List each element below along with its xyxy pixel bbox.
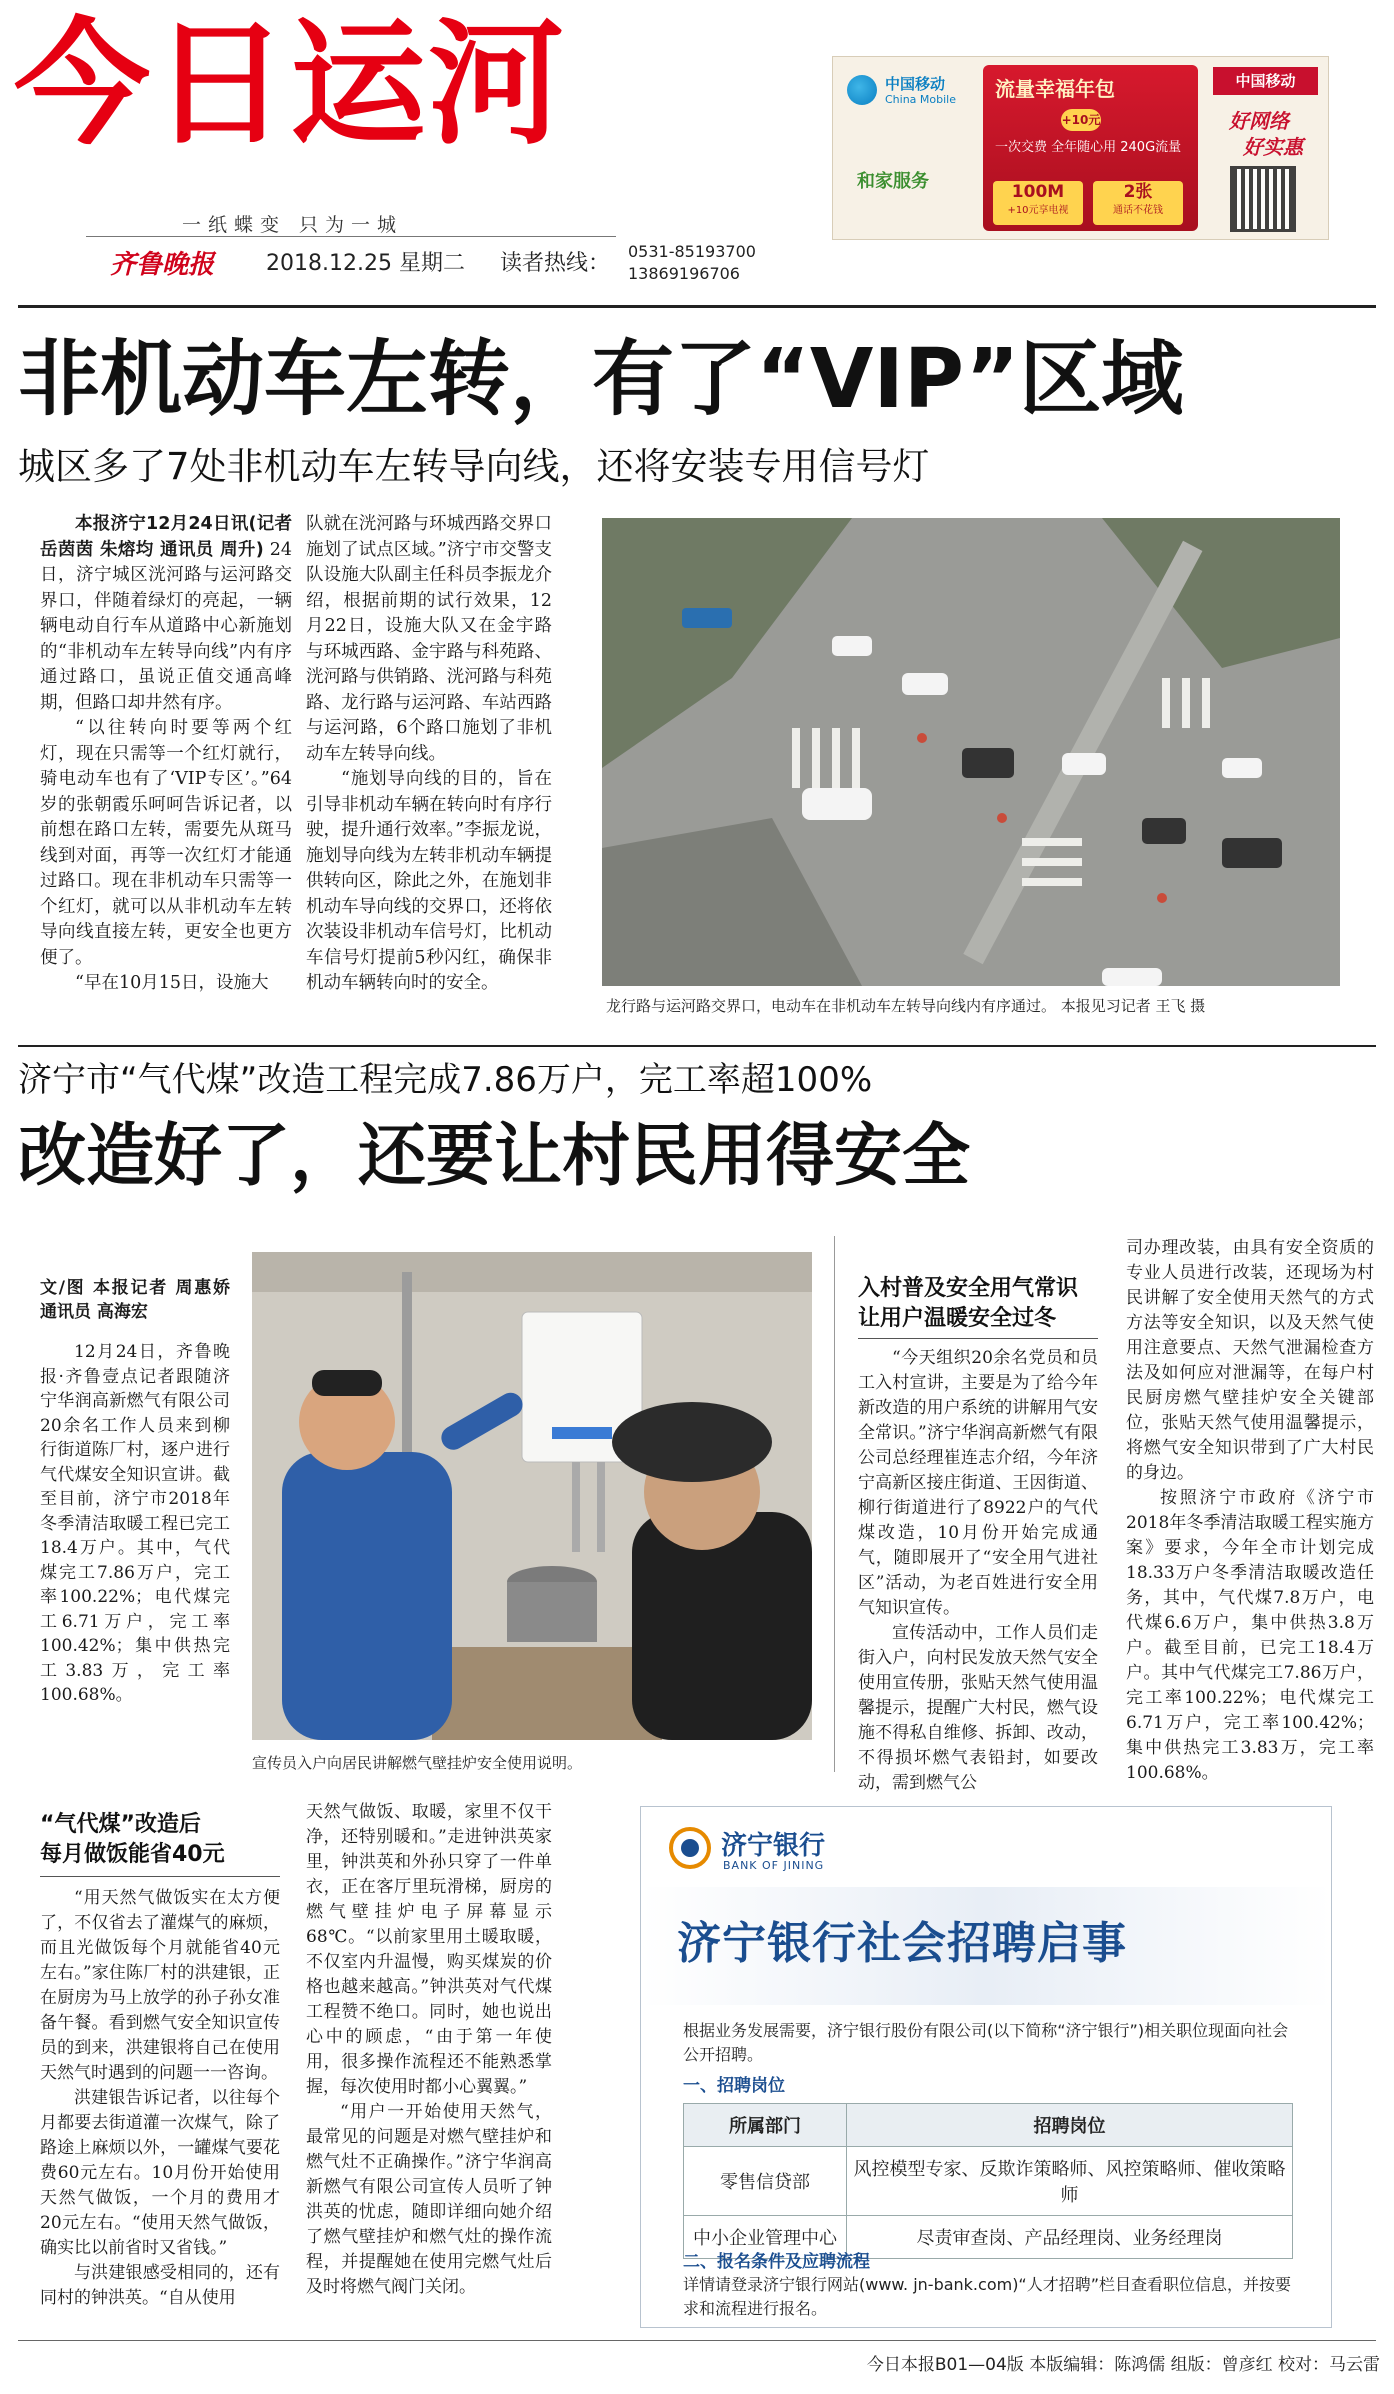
article2-c1-p2: 洪建银告诉记者，以往每个月都要去街道灌一次煤气，除了路途上麻烦以外，一罐煤气要花费60元左右。10月份开始使用天然气做饭，一个月的费用才20元左右。“使用天然气做饭，确实比以前省时又省钱。” [40,2088,280,2258]
article2-byline: 文/图 本报记者 周惠娇 通讯员 高海宏 [40,1278,230,1322]
article2-c1-p1: “用天然气做饭实在太方便了，不仅省去了灌煤气的麻烦，而且光做饭每个月就能省40元左右。”家住陈厂村的洪建银，正在厨房为马上放学的孙子孙女准备午餐。看到燃气安全知识宣传员的到来，洪建银将自己在使用天然气时遇到的问题一一咨询。 [40,1888,280,2083]
china-mobile-logo-icon [847,75,877,105]
job-table-wrap [683,2103,1293,2259]
job-table-header-row [684,2104,1293,2147]
bank-name: 济宁银行 [721,1831,826,1861]
article1-col2-p1: 队就在洸河路与环城西路交界口施划了试点区域。”济宁市交警支队设施大队副主任科员李振龙介绍，根据前期的试行效果，12月22日，设施大队又在金宇路与环城西路、金宇路与科苑路、洸河路与供销路、洸河路与科苑路、龙行路与运河路、车站西路与运河路，6个路口施划了非机动车左转导向线。 [306,514,552,764]
article2-side-title-1: 入村普及安全用气常识 [858,1276,1079,1301]
bank-ad-title: 济宁银行社会招聘启事 [677,1918,1127,1969]
ad-offer: 一次交费 全年随心用 240G流量 [995,140,1182,155]
masthead-divider [18,305,1376,308]
article1-photo-caption: 龙行路与运河路交界口，电动车在非机动车左转导向线内有序通过。 本报见习记者 王飞 摄 [606,997,1206,1015]
ad-badge: +10元 [1061,109,1101,131]
column-rule-a2 [834,1236,835,1772]
article2-side-title-2: 让用户温暖安全过冬 [858,1306,1057,1331]
bank-name-en: BANK OF JINING [723,1859,825,1872]
footer-rule [18,2340,1376,2341]
article1-col1-p1: 24日，济宁城区洸河路与运河路交界口，伴随着绿灯的亮起，一辆辆电动自行车从道路中心新施划的“非机动车左转导向线”内有序通过路口，虽说正值交通高峰期，但路口却井然有序。 [40,539,292,713]
bank-ad-intro: 根据业务发展需要，济宁银行股份有限公司(以下简称“济宁银行”)相关职位现面向社会公开招聘。 [683,2021,1289,2064]
masthead-slogan: 一纸蝶变 只为一城 [182,214,404,236]
article1-col1-p3: “早在10月15日，设施大 [75,973,269,993]
china-mobile-brand-en: China Mobile [885,93,957,106]
job-posts-sme: 尽责审查岗、产品经理岗、业务经理岗 [847,2216,1293,2259]
ad-slogan-1: 好网络 [1229,109,1289,133]
article1-photo [602,518,1340,986]
bank-section-1: 一、招聘岗位 [683,2076,785,2096]
ad-speed-box [993,181,1083,225]
bank-section-2: 二、报名条件及应聘流程 [683,2252,870,2272]
ad-cards-sub: 通话不花钱 [1113,205,1163,216]
issue-date: 2018.12.25 星期二 [266,251,465,276]
article2-side-title-rule [858,1338,1098,1339]
article2-c1-p3: 与洪建银感受相同的，还有同村的钟洪英。“自从使用 [40,2263,280,2308]
article2-c2-p1: 天然气做饭、取暖，家里不仅干净，还特别暖和。”走进钟洪英家里，钟洪英和外孙只穿了一件单衣，正在客厅里玩滑梯，厨房的燃气壁挂炉电子屏幕显示68℃。“以前家里用土暖取暖，不仅室内升温慢，购买煤炭的价格也越来越高。”钟洪英对气代煤工程赞不绝口。同时，她也说出心中的顾虑，“由于第一年使用，很多操作流程还不能熟悉掌握，每次使用时都小心翼翼。” [306,1802,552,2097]
ad-title: 流量幸福年包 [995,77,1115,101]
job-posts-retail: 风控模型专家、反欺诈策略师、风控策略师、催收策略师 [847,2147,1293,2216]
ad-speed: 100M [1011,182,1065,202]
article2-headline: 改造好了，还要让村民用得安全 [18,1117,971,1196]
slogan-rule [86,236,616,237]
article2-right-column [1126,1236,1374,1783]
brand-wordmark: 齐鲁晚报 [110,250,215,280]
article1-lead: 本报济宁12月24日讯(记者 岳茵茵 朱熔均 通讯员 周升) [40,514,292,560]
job-dept-retail: 零售信贷部 [684,2147,847,2216]
article2-sub2-title-2: 每月做饭能省40元 [40,1842,225,1867]
bank-logo-icon [669,1827,711,1869]
article2-sub2-rule [40,1876,280,1877]
ad-cards-box [1093,181,1183,225]
article2-col1-p1: 12月24日，齐鲁晚报·齐鲁壹点记者跟随济宁华润高新燃气有限公司20余名工作人员来到柳行街道陈厂村，逐户进行气代煤安全知识宣讲。截至目前，济宁市2018年冬季清洁取暖工程已完工18.4万户。其中，气代煤完工7.86万户，完工率100.22%；电代煤完工6.71万户，完工率100.42%；集中供热完工3.83万，完工率100.68%。 [40,1342,230,1705]
article1-headline: 非机动车左转，有了“VIP”区域 [18,332,1184,427]
article1-column-1 [40,512,292,1012]
article2-sub2-title-1: “气代煤”改造后 [40,1812,201,1837]
ad-corner-brand: 中国移动 [1213,67,1318,95]
article2-side-column [858,1346,1098,1793]
job-dept-sme: 中小企业管理中心 [684,2216,847,2259]
article2-sub2-column-2 [306,1800,552,2326]
article2-side-p1: “今天组织20余名党员和员工入村宣讲，主要是为了给今年新改造的用户系统的讲解用气安全常识。”济宁华润高新燃气有限公司总经理崔连志介绍，今年济宁高新区接庄街道、王因街道、柳行街道进行了8922户的气代煤改造，10月份开始完成通气，随即展开了“安全用气进社区”活动，为老百姓进行安全用气知识宣传。 [858,1348,1098,1618]
table-row [684,2147,1293,2216]
section-divider-1 [18,1045,1376,1047]
hotline-number-1: 0531-85193700 [628,242,756,261]
article2-c2-p2: “用户一开始使用天然气，最常见的问题是对燃气壁挂炉和燃气灶不正确操作。”济宁华润高新燃气有限公司宣传人员听了钟洪英的忧虑，随即详细向她介绍了燃气壁挂炉和燃气灶的操作流程，并提醒她在使用完燃气灶后及时将燃气阀门关闭。 [306,2102,552,2297]
article2-sub2-column-1 [40,1886,280,2326]
qr-code-icon [1233,169,1293,229]
ad-slogan-2: 好实惠 [1243,135,1303,159]
ad-main-panel [983,65,1198,231]
article2-side-p2: 宣传活动中，工作人员们走街入户，向村民发放天然气安全使用宣传册，张贴天然气使用温馨提示，提醒广大村民，燃气设施不得私自维修、拆卸、改动，不得损坏燃气表铅封，如要改动，需到燃气公 [858,1623,1098,1793]
ad-cards: 2张 [1123,182,1153,202]
article1-subhead: 城区多了7处非机动车左转导向线，还将安装专用信号灯 [18,445,930,488]
service-label: 和家服务 [857,171,929,192]
bank-recruitment-ad[interactable] [640,1806,1332,2328]
article2-column-1 [40,1340,230,1705]
job-table-header-post: 招聘岗位 [847,2104,1293,2147]
hotline-number-2: 13869196706 [628,264,740,283]
china-mobile-brand: 中国移动 [885,75,946,93]
article1-col1-p2: “以往转向时要等两个红灯，现在只需等一个红灯就行，骑电动车也有了‘VIP专区’。”64岁的张朝霞乐呵呵告诉记者，以前想在路口左转，需要先从斑马线到对面，再等一次红灯才能通过路口。现在非机动车只需等一个红灯，就可以从非机动车左转导向线直接左转，更安全也更方便了。 [40,718,292,968]
masthead-logo: 今日运河 [14,6,566,164]
article2-right-p2: 按照济宁市政府《济宁市2018年冬季清洁取暖工程实施方案》要求，今年全市计划完成18.33万户冬季清洁取暖改造任务，其中，气代煤7.8万户，电代煤6.6万户，集中供热3.8万户。截至目前，已完工18.4万户。其中气代煤完工7.86万户，完工率100.22%；电代煤完工6.71万户，完工率100.42%；集中供热完工3.83万，完工率100.68%。 [1126,1488,1374,1783]
article1-col2-p2: “施划导向线的目的，旨在引导非机动车辆在转向时有序行驶，提升通行效率。”李振龙说，施划导向线为左转非机动车辆提供转向区，除此之外，在施划非机动车导向线的交界口，还将依次装设非机动车信号灯，比机动车信号灯提前5秒闪红，确保非机动车辆转向时的安全。 [306,769,552,993]
gas-heater-illustration [252,1252,812,1740]
article2-kicker: 济宁市“气代煤”改造工程完成7.86万户，完工率超100% [18,1060,873,1100]
job-table-header-dept: 所属部门 [684,2104,847,2147]
article2-photo-caption: 宣传员入户向居民讲解燃气壁挂炉安全使用说明。 [252,1754,583,1772]
hotline-label: 读者热线： [500,251,611,276]
article2-photo [252,1252,812,1740]
bank-ad-outro: 详情请登录济宁银行网站(www. jn-bank.com)“人才招聘”栏目查看职位信息，并按要求和流程进行报名。 [683,2275,1292,2318]
intersection-illustration [602,518,1340,986]
footer-credits: 今日本报B01—04版 本版编辑：陈鸿儒 组版：曾彦红 校对：马云雷 [866,2355,1380,2375]
ad-speed-sub: +10元享电视 [1007,205,1069,216]
china-mobile-ad[interactable] [832,56,1329,240]
article1-column-2 [306,512,552,1012]
article2-right-p1: 司办理改装，由具有安全资质的专业人员进行改装，还现场为村民讲解了安全使用天然气的方式方法等安全知识，以及天然气使用注意要点、天然气泄漏检查方法及如何应对泄漏等，在每户村民厨房燃气壁挂炉安全关键部位，张贴天然气使用温馨提示，将燃气安全知识带到了广大村民的身边。 [1126,1238,1374,1483]
job-table [683,2103,1293,2259]
